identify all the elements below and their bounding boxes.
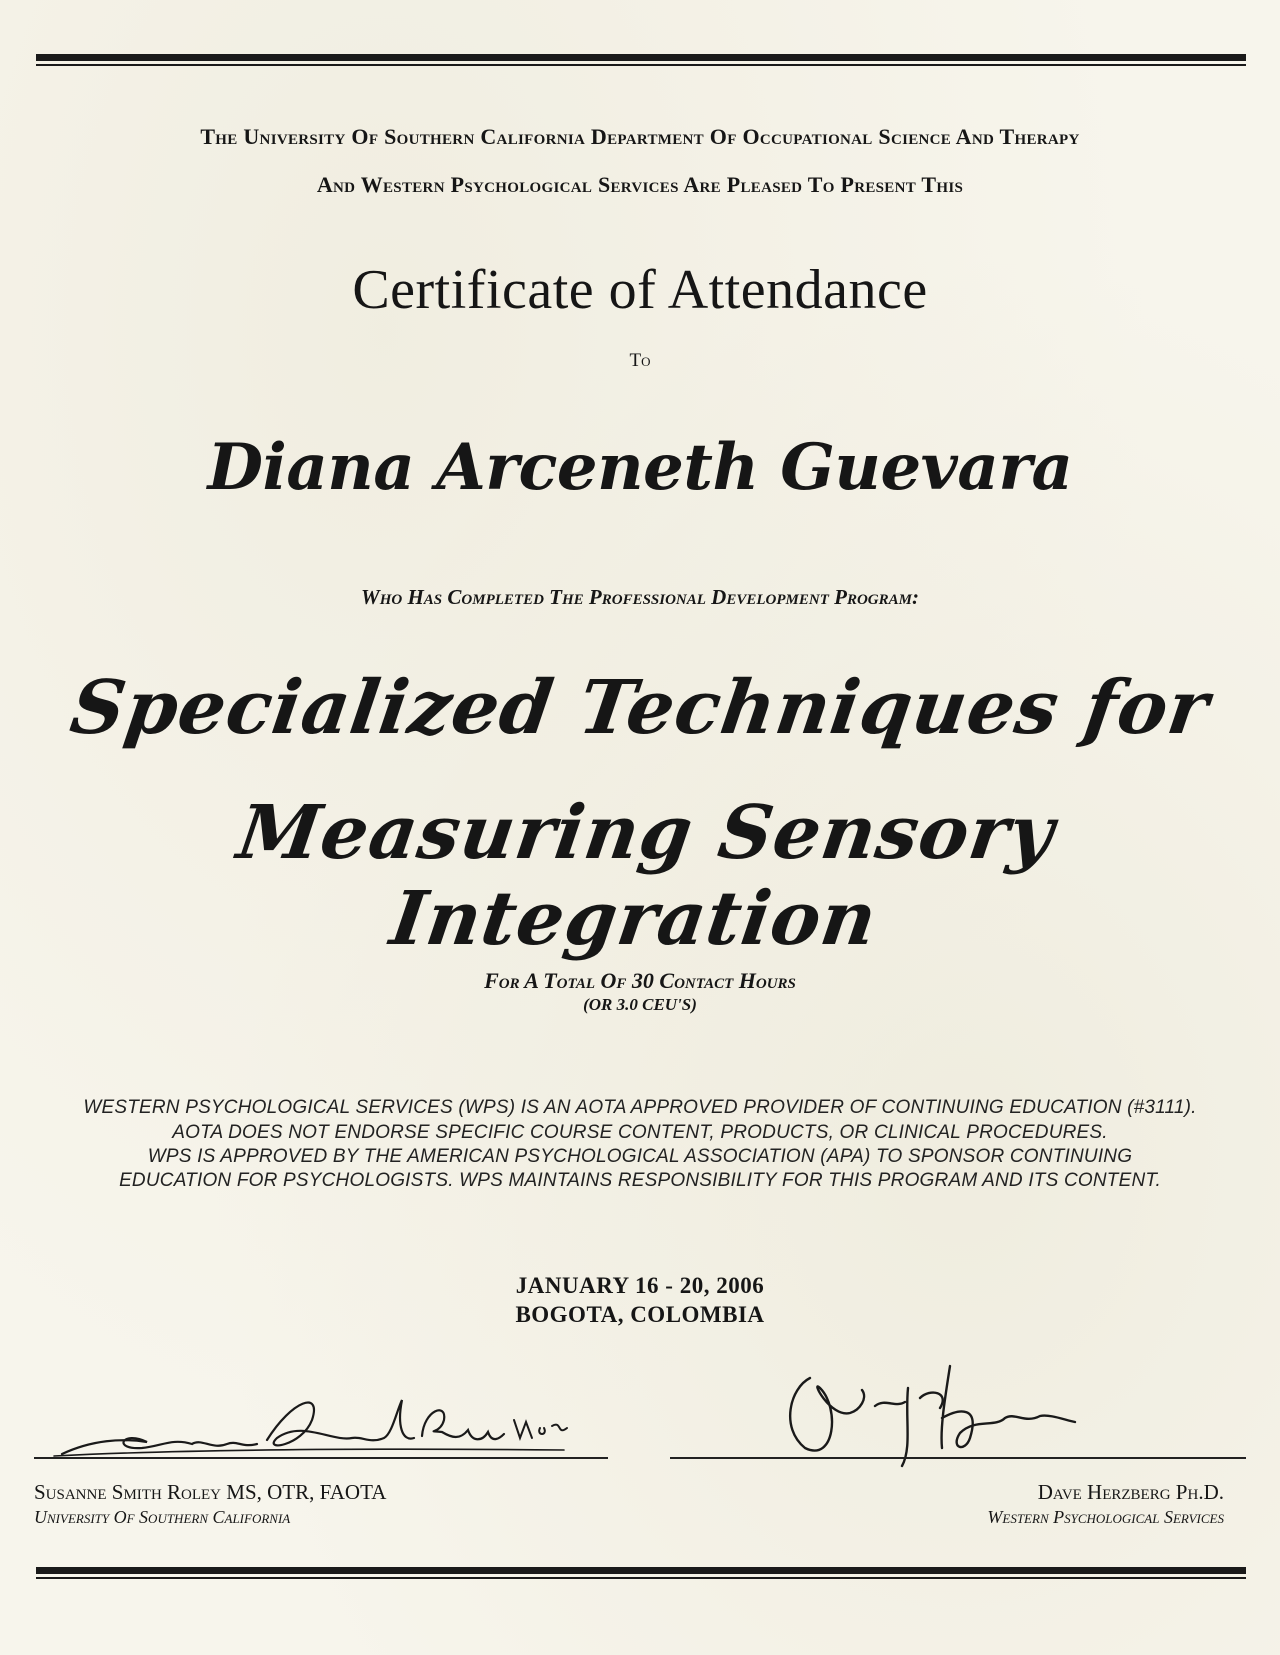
program-title-line-1: Specialized Techniques for — [65, 665, 1215, 751]
completed-program-label: Who Has Completed The Professional Development Program: — [361, 585, 919, 609]
bottom-border-thin — [36, 1577, 1246, 1579]
signer-right — [987, 1480, 1224, 1528]
disclaimer-line-3: WPS IS APPROVED BY THE AMERICAN PSYCHOLOGICAL ASSOCIATION (APA) TO SPONSOR CONTINUING — [147, 1146, 1133, 1167]
disclaimer-line-1: WESTERN PSYCHOLOGICAL SERVICES (WPS) IS AN AOTA APPROVED PROVIDER OF CONTINUING EDUCATION (#3111). — [83, 1097, 1197, 1118]
contact-hours: For A Total Of 30 Contact Hours — [484, 968, 796, 993]
event-location: BOGOTA, COLOMBIA — [515, 1302, 765, 1327]
event-date: JANUARY 16 - 20, 2006 — [515, 1273, 765, 1298]
presenter-line-2: And Western Psychological Services Are Pleased To Present This — [316, 172, 964, 197]
signature-left — [52, 1380, 572, 1460]
bottom-border-thick — [36, 1567, 1246, 1574]
signature-line-left — [34, 1457, 608, 1459]
signer-right-name: Dave Herzberg Ph.D. — [1037, 1480, 1224, 1504]
to-label: To — [629, 350, 651, 371]
top-border-thick — [36, 54, 1246, 61]
signature-right — [780, 1358, 1080, 1470]
certificate-title: Certificate of Attendance — [352, 259, 928, 321]
signer-left-org: University Of Southern California — [34, 1507, 291, 1527]
signature-line-right — [670, 1457, 1246, 1459]
program-title-line-2: Measuring Sensory Integration — [232, 790, 1060, 962]
signer-right-org: Western Psychological Services — [987, 1507, 1224, 1527]
signer-left-name: Susanne Smith Roley MS, OTR, FAOTA — [34, 1480, 387, 1504]
ceu-count: (OR 3.0 CEU'S) — [583, 995, 697, 1014]
signer-left — [34, 1480, 386, 1528]
disclaimer-line-4: EDUCATION FOR PSYCHOLOGISTS. WPS MAINTAINS RESPONSIBILITY FOR THIS PROGRAM AND ITS CONTENT. — [119, 1170, 1161, 1191]
top-border-thin — [36, 64, 1246, 66]
disclaimer-line-2: AOTA DOES NOT ENDORSE SPECIFIC COURSE CONTENT, PRODUCTS, OR CLINICAL PROCEDURES. — [172, 1122, 1108, 1143]
recipient-name: Diana Arceneth Guevara — [207, 430, 1073, 505]
presenter-line-1: The University Of Southern California Department Of Occupational Science And Therapy — [200, 124, 1080, 149]
